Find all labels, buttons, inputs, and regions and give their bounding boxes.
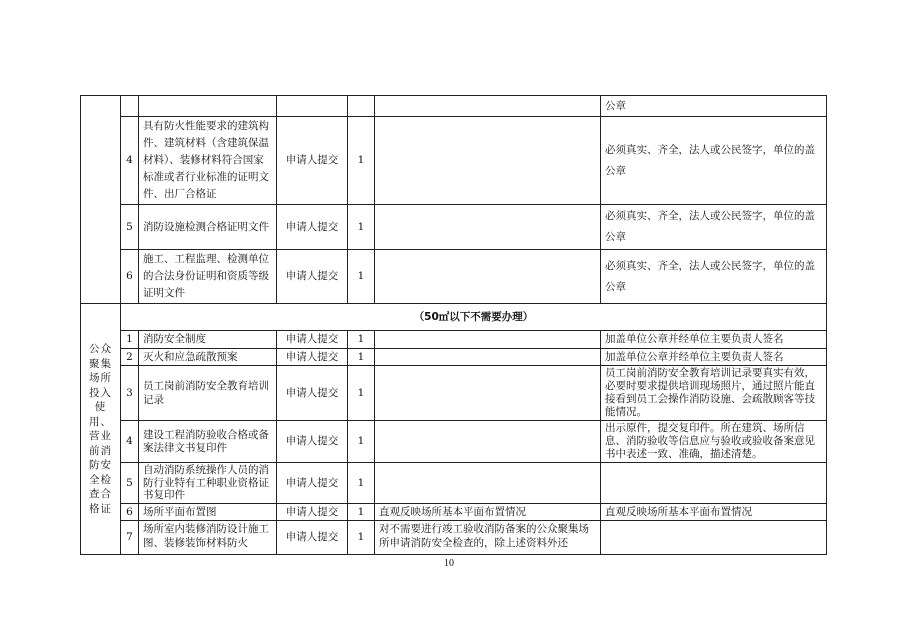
material-count: 1 (348, 503, 375, 521)
material-provider: 申请人提交 (277, 463, 348, 504)
material-requirement: 必须真实、齐全，法人或公民签字，单位的盖公章 (601, 117, 827, 205)
table-row (81, 521, 827, 555)
materials-table (80, 95, 827, 555)
material-name: 具有防火性能要求的建筑构件、建筑材料（含建筑保温材料）、装修材料符合国家标准或者行业标准的证明文件、出厂合格证 (139, 117, 277, 205)
row-number: 5 (121, 463, 139, 504)
material-remark (375, 117, 601, 205)
material-requirement: 公章 (601, 96, 827, 117)
material-name: 施工、工程监理、检测单位的合法身份证明和资质等级证明文件 (139, 250, 277, 304)
material-count (348, 96, 375, 117)
table-row (81, 463, 827, 504)
material-name (139, 96, 277, 117)
material-provider: 申请人提交 (277, 348, 348, 366)
table-row (81, 250, 827, 304)
material-count: 1 (348, 331, 375, 349)
material-count: 1 (348, 521, 375, 555)
table-row (81, 117, 827, 205)
category-cell-previous (81, 96, 121, 304)
material-name: 消防设施检测合格证明文件 (139, 205, 277, 250)
material-provider: 申请人提交 (277, 503, 348, 521)
material-requirement (601, 463, 827, 504)
material-requirement: 加盖单位公章并经单位主要负责人签名 (601, 331, 827, 349)
material-remark: 直观反映场所基本平面布置情况 (375, 503, 601, 521)
row-number (121, 96, 139, 117)
material-remark (375, 96, 601, 117)
material-remark (375, 331, 601, 349)
material-requirement: 出示原件，提交复印件。所在建筑、场所信息、消防验收等信息应与验收或验收备案意见书中表述一致、准确，描述清楚。 (601, 421, 827, 463)
material-requirement (601, 521, 827, 555)
material-provider: 申请人提交 (277, 250, 348, 304)
material-count: 1 (348, 421, 375, 463)
material-remark: 对不需要进行竣工验收消防备案的公众聚集场所申请消防安全检查的，除上述资料外还 (375, 521, 601, 555)
material-remark (375, 366, 601, 421)
material-count: 1 (348, 463, 375, 504)
material-provider: 申请人提交 (277, 331, 348, 349)
material-remark (375, 463, 601, 504)
material-remark (375, 348, 601, 366)
table-row (81, 421, 827, 463)
material-count: 1 (348, 117, 375, 205)
material-requirement: 直观反映场所基本平面布置情况 (601, 503, 827, 521)
material-provider: 申请人提交 (277, 205, 348, 250)
section-banner: （50㎡以下不需要办理） (121, 304, 827, 331)
material-name: 员工岗前消防安全教育培训记录 (139, 366, 277, 421)
row-number: 2 (121, 348, 139, 366)
material-remark (375, 205, 601, 250)
table-row (81, 205, 827, 250)
material-count: 1 (348, 250, 375, 304)
material-requirement: 员工岗前消防安全教育培训记录要真实有效，必要时要求提供培训现场照片，通过照片能直接看到员工会操作消防设施、会疏散顾客等技能情况。 (601, 366, 827, 421)
row-number: 6 (121, 503, 139, 521)
material-name: 消防安全制度 (139, 331, 277, 349)
material-requirement: 必须真实、齐全，法人或公民签字，单位的盖公章 (601, 205, 827, 250)
material-name: 场所室内装修消防设计施工图、装修装饰材料防火 (139, 521, 277, 555)
material-provider: 申请人提交 (277, 366, 348, 421)
table-row (81, 348, 827, 366)
table-row (81, 331, 827, 349)
row-number: 4 (121, 117, 139, 205)
material-remark (375, 250, 601, 304)
row-number: 6 (121, 250, 139, 304)
category-cell: 公众聚集场所投入使用、营业前消防安全检查合格证 (81, 304, 121, 555)
material-remark (375, 421, 601, 463)
material-provider (277, 96, 348, 117)
material-requirement: 加盖单位公章并经单位主要负责人签名 (601, 348, 827, 366)
material-requirement: 必须真实、齐全，法人或公民签字，单位的盖公章 (601, 250, 827, 304)
row-number: 5 (121, 205, 139, 250)
material-provider: 申请人提交 (277, 521, 348, 555)
material-count: 1 (348, 366, 375, 421)
row-number: 1 (121, 331, 139, 349)
row-number: 3 (121, 366, 139, 421)
row-number: 4 (121, 421, 139, 463)
table-row (81, 96, 827, 117)
material-count: 1 (348, 348, 375, 366)
row-number: 7 (121, 521, 139, 555)
material-provider: 申请人提交 (277, 421, 348, 463)
material-name: 自动消防系统操作人员的消防行业特有工种职业资格证书复印件 (139, 463, 277, 504)
table-row (81, 304, 827, 331)
material-name: 建设工程消防验收合格或备案法律文书复印件 (139, 421, 277, 463)
material-provider: 申请人提交 (277, 117, 348, 205)
page-number: 10 (444, 558, 454, 569)
material-name: 灭火和应急疏散预案 (139, 348, 277, 366)
material-count: 1 (348, 205, 375, 250)
table-row (81, 366, 827, 421)
table-row (81, 503, 827, 521)
material-name: 场所平面布置图 (139, 503, 277, 521)
